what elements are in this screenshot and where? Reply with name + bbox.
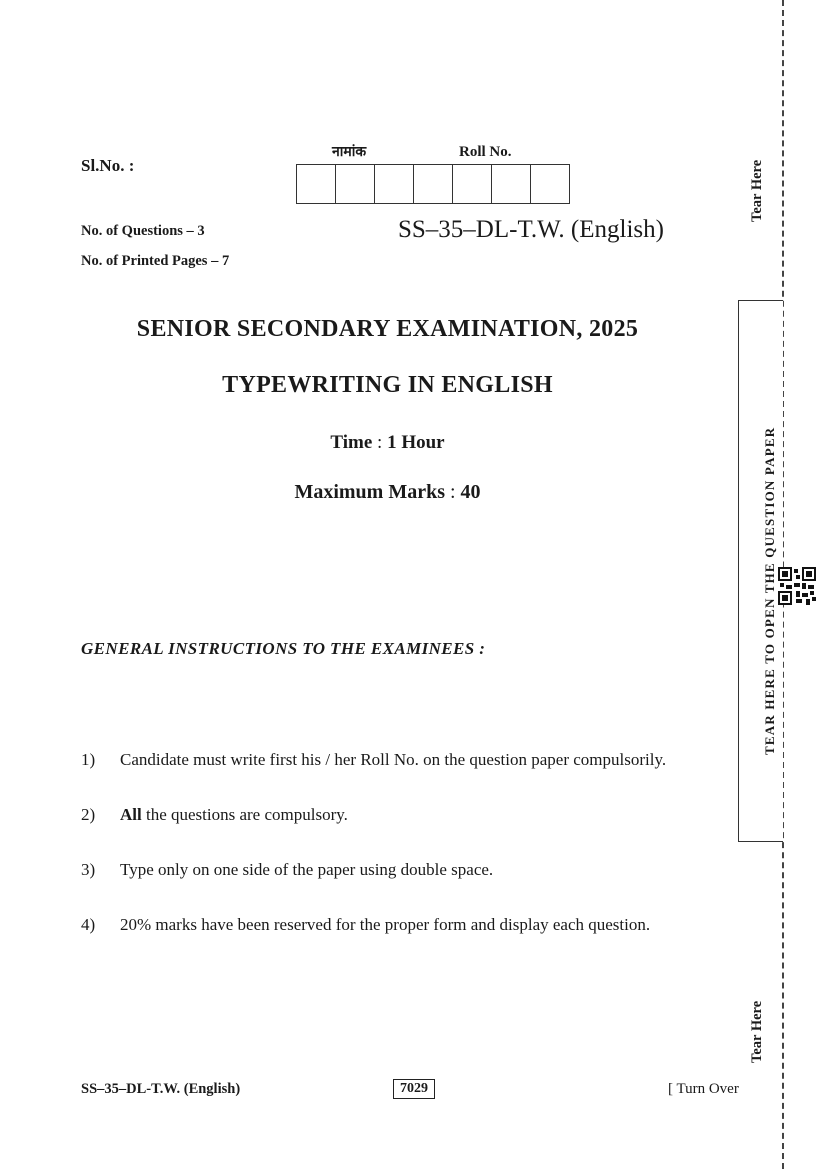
roll-number-boxes	[296, 164, 570, 204]
roll-digit-box[interactable]	[335, 164, 375, 204]
sl-no-label: Sl.No. :	[81, 156, 135, 175]
tear-here-bottom: Tear Here	[749, 1000, 765, 1063]
instruction-number: 3)	[81, 860, 96, 879]
roll-digit-box[interactable]	[491, 164, 531, 204]
subject-title: TYPEWRITING IN ENGLISH	[222, 372, 553, 398]
tear-here-top: Tear Here	[749, 159, 765, 222]
tear-open-text: TEAR HERE TO OPEN THE QUESTION PAPER	[762, 426, 777, 755]
roll-digit-box[interactable]	[413, 164, 453, 204]
instruction-number: 2)	[81, 805, 96, 824]
instruction-item	[81, 915, 721, 935]
max-marks-label: Maximum Marks	[294, 481, 445, 503]
instruction-emphasis: All	[120, 805, 142, 824]
paper-code: SS–35–DL-T.W. (English)	[398, 216, 664, 243]
max-marks-value: 40	[460, 481, 481, 503]
roll-digit-box[interactable]	[296, 164, 336, 204]
max-marks-line: Maximum Marks : 40	[294, 481, 481, 503]
instruction-text: Candidate must write first his / her Roll No. on the question paper compulsorily.	[120, 750, 667, 769]
instruction-text: 20% marks have been reserved for the proper form and display each question.	[120, 915, 651, 934]
instruction-number: 4)	[81, 915, 96, 934]
qr-code-icon	[778, 567, 816, 605]
roll-digit-box[interactable]	[452, 164, 492, 204]
roll-no-label: Roll No.	[459, 144, 512, 160]
time-value: 1 Hour	[387, 432, 445, 453]
instruction-item	[81, 805, 721, 825]
number-of-printed-pages: No. of Printed Pages – 7	[81, 253, 230, 269]
footer-page-code: 7029	[393, 1079, 435, 1099]
turn-over-label: [ Turn Over	[668, 1081, 739, 1097]
instructions-heading: GENERAL INSTRUCTIONS TO THE EXAMINEES :	[81, 639, 486, 658]
instruction-text: the questions are compulsory.	[141, 805, 348, 824]
instruction-text: Type only on one side of the paper using double space.	[120, 860, 494, 879]
roll-label-hindi: नामांक	[332, 144, 367, 160]
instruction-number: 1)	[81, 750, 96, 769]
number-of-questions: No. of Questions – 3	[81, 223, 205, 239]
footer-paper-code: SS–35–DL-T.W. (English)	[81, 1081, 241, 1097]
time-label: Time	[330, 432, 373, 453]
instruction-item	[81, 860, 721, 880]
time-line: Time : 1 Hour	[330, 432, 445, 453]
instruction-item	[81, 750, 721, 770]
roll-digit-box[interactable]	[374, 164, 414, 204]
roll-digit-box[interactable]	[530, 164, 570, 204]
exam-title: SENIOR SECONDARY EXAMINATION, 2025	[136, 316, 639, 342]
